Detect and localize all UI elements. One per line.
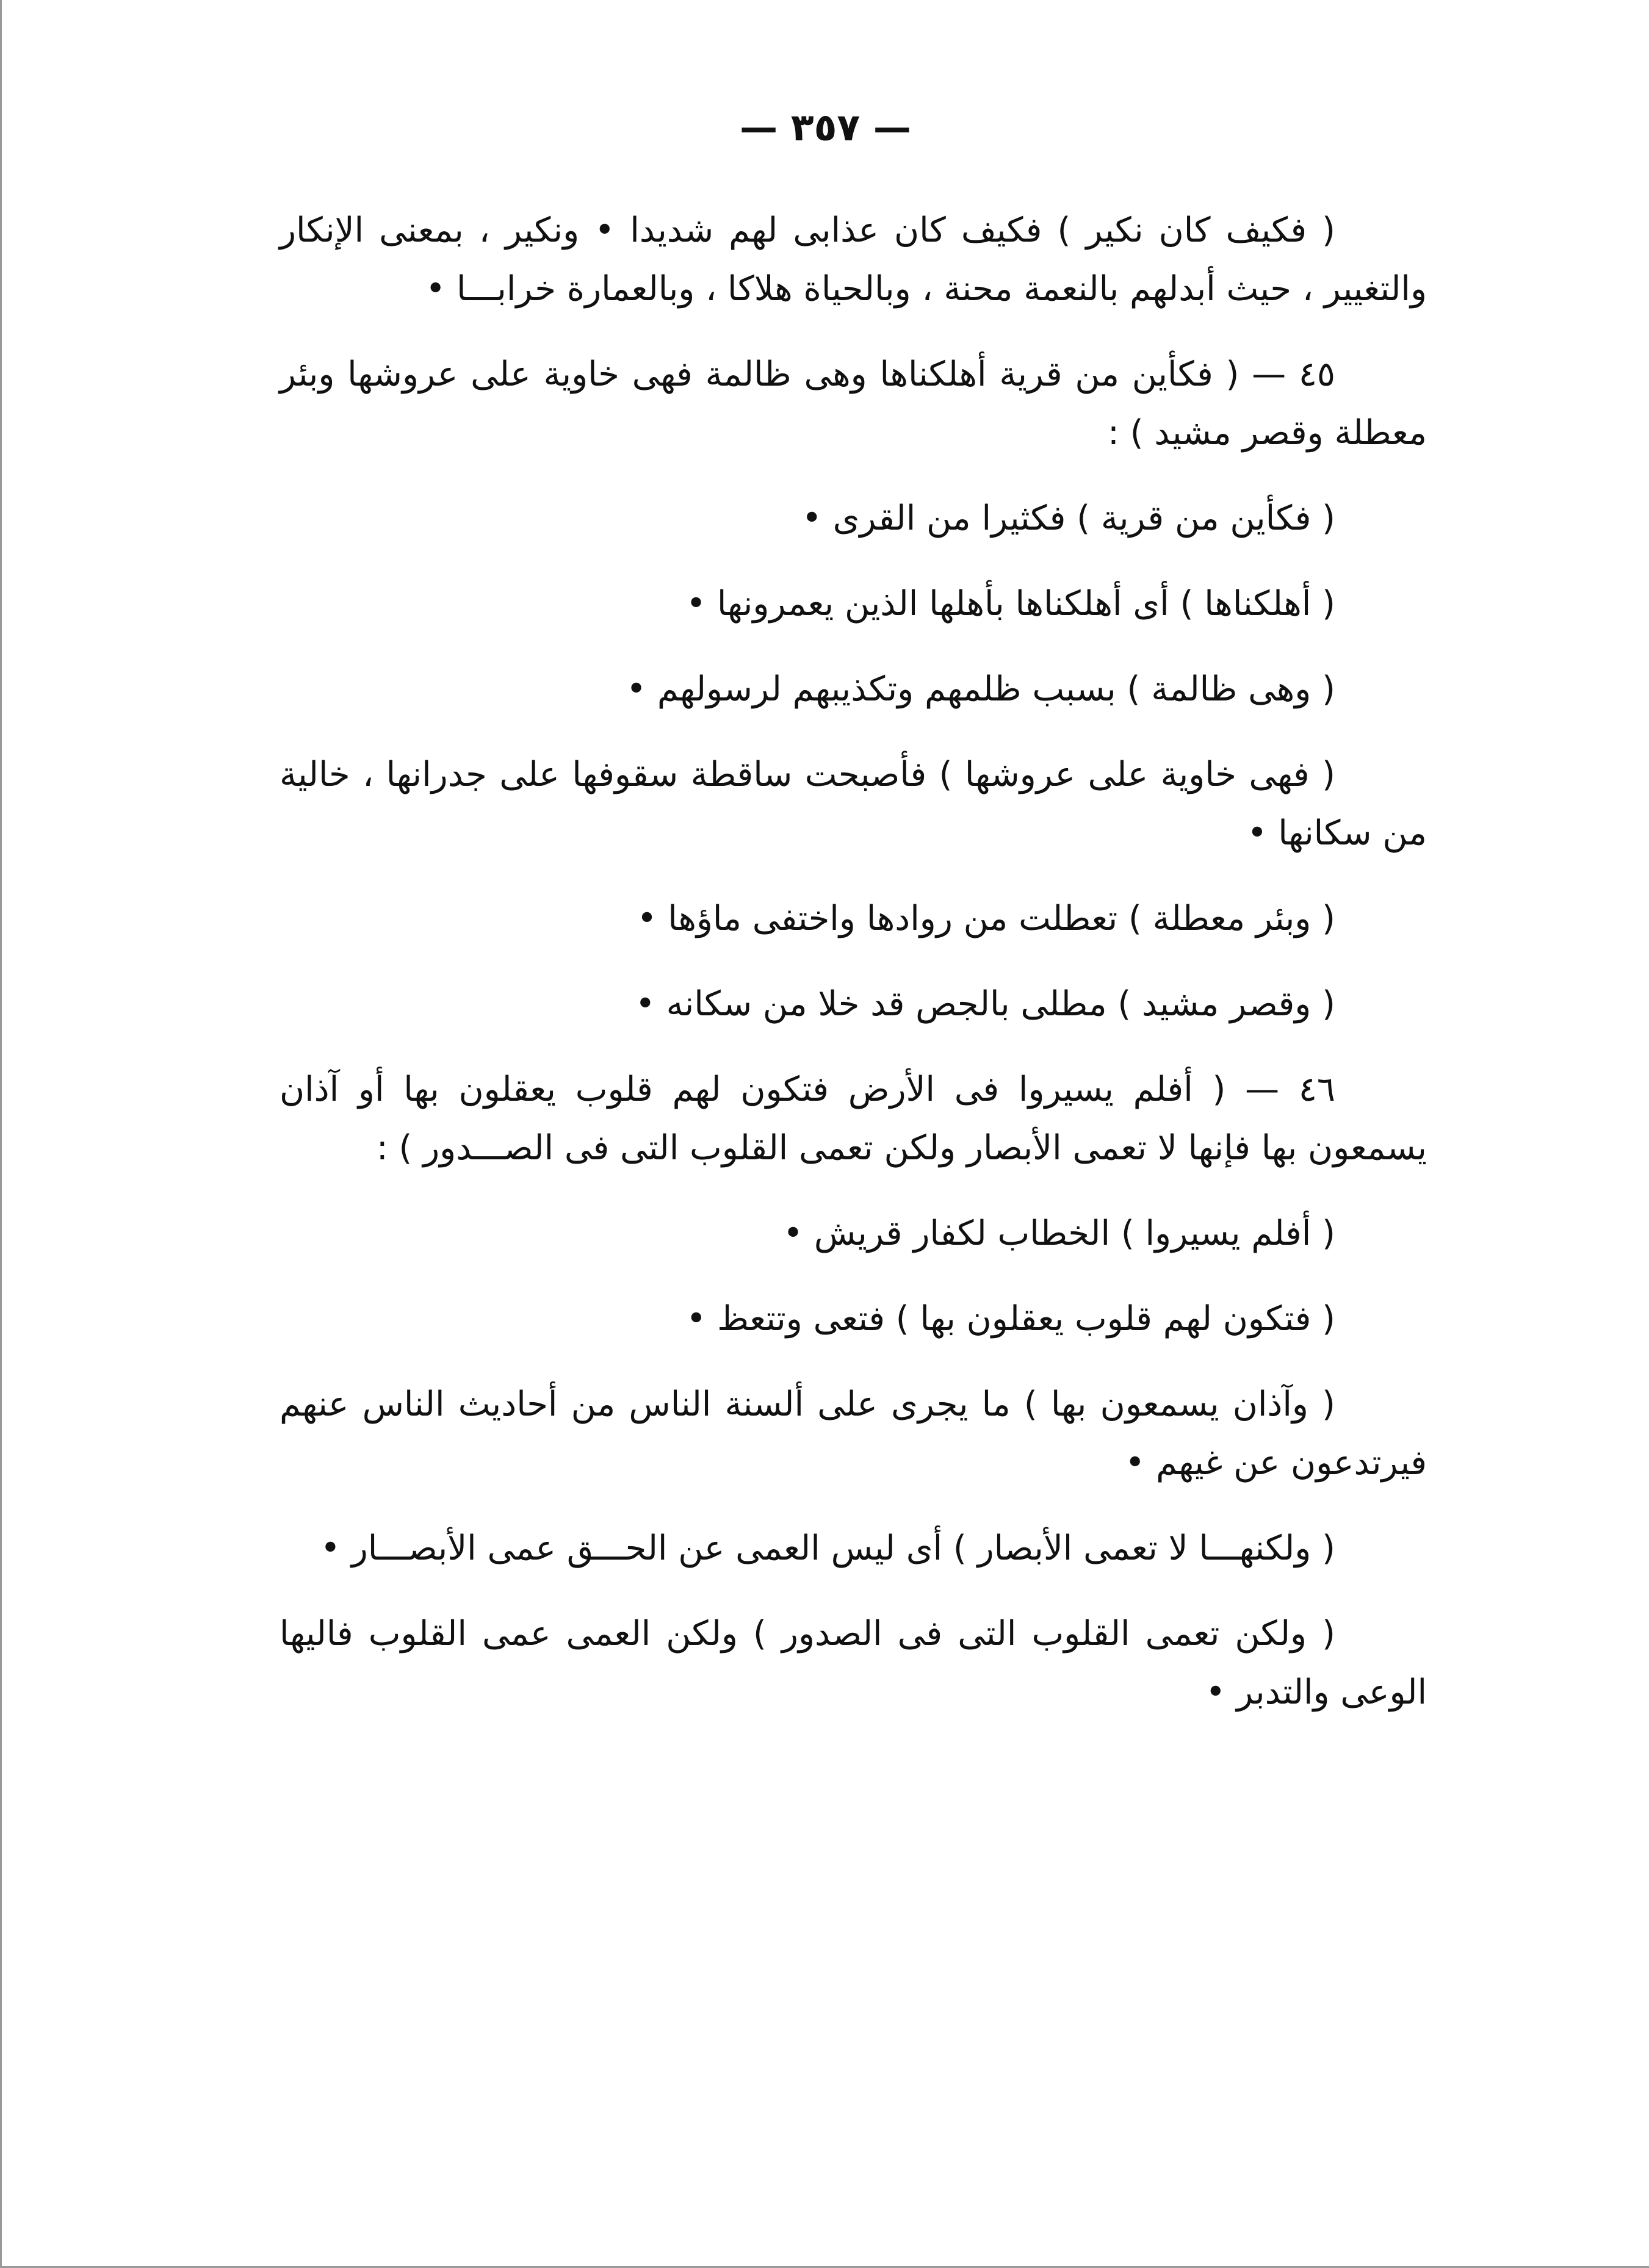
paragraph: ( ولكن تعمى القلوب التى فى الصدور ) ولكن العمى عمى القلوب فاليها الوعى والتدبر • <box>280 1614 1427 1712</box>
page-number: — ٣٥٧ — <box>740 105 911 149</box>
paragraph: ( وآذان يسمعون بها ) ما يجرى على ألسنة الناس من أحاديث الناس عنهم فيرتدعون عن غيهم • <box>280 1384 1427 1483</box>
page-body <box>280 201 1427 1749</box>
paragraph: ( فكأين من قرية ) فكثيرا من القرى • <box>801 499 1335 538</box>
paragraph: ( وبئر معطلة ) تعطلت من روادها واختفى ماؤها • <box>637 899 1335 938</box>
paragraph: ( وقصر مشيد ) مطلى بالجص قد خلا من سكانه • <box>635 984 1335 1024</box>
paragraph: ( أفلم يسيروا ) الخطاب لكفار قريش • <box>783 1214 1335 1253</box>
verse-paragraph: ٤٦ — ( أفلم يسيروا فى الأرض فتكون لهم قلوب يعقلون بها أو آذان يسمعون بها فإنها لا تعمى الأبصار ولكن تعمى القلوب التى فى الصـــدور ) : <box>280 1070 1427 1168</box>
paragraph: ( ولكنهـــا لا تعمى الأبصار ) أى ليس العمى عن الحـــق عمى الأبصـــار • <box>320 1528 1335 1568</box>
paragraph: ( أهلكناها ) أى أهلكناها بأهلها الذين يعمرونها • <box>686 584 1335 624</box>
paragraph: ( فتكون لهم قلوب يعقلون بها ) فتعى وتتعظ • <box>686 1299 1335 1339</box>
verse-paragraph: ٤٥ — ( فكأين من قرية أهلكناها وهى ظالمة فهى خاوية على عروشها وبئر معطلة وقصر مشيد ) : <box>280 355 1427 453</box>
paragraph: ( وهى ظالمة ) بسبب ظلمهم وتكذيبهم لرسولهم • <box>626 669 1335 709</box>
paragraph: ( فهى خاوية على عروشها ) فأصبحت ساقطة سقوفها على جدرانها ، خالية من سكانها • <box>280 755 1427 853</box>
paragraph: ( فكيف كان نكير ) فكيف كان عذابى لهم شديدا • ونكير ، بمعنى الإنكار والتغيير ، حيث أبدلهم بالنعمة محنة ، وبالحياة هلاكا ، وبالعمارة خرابـــا • <box>280 211 1427 309</box>
